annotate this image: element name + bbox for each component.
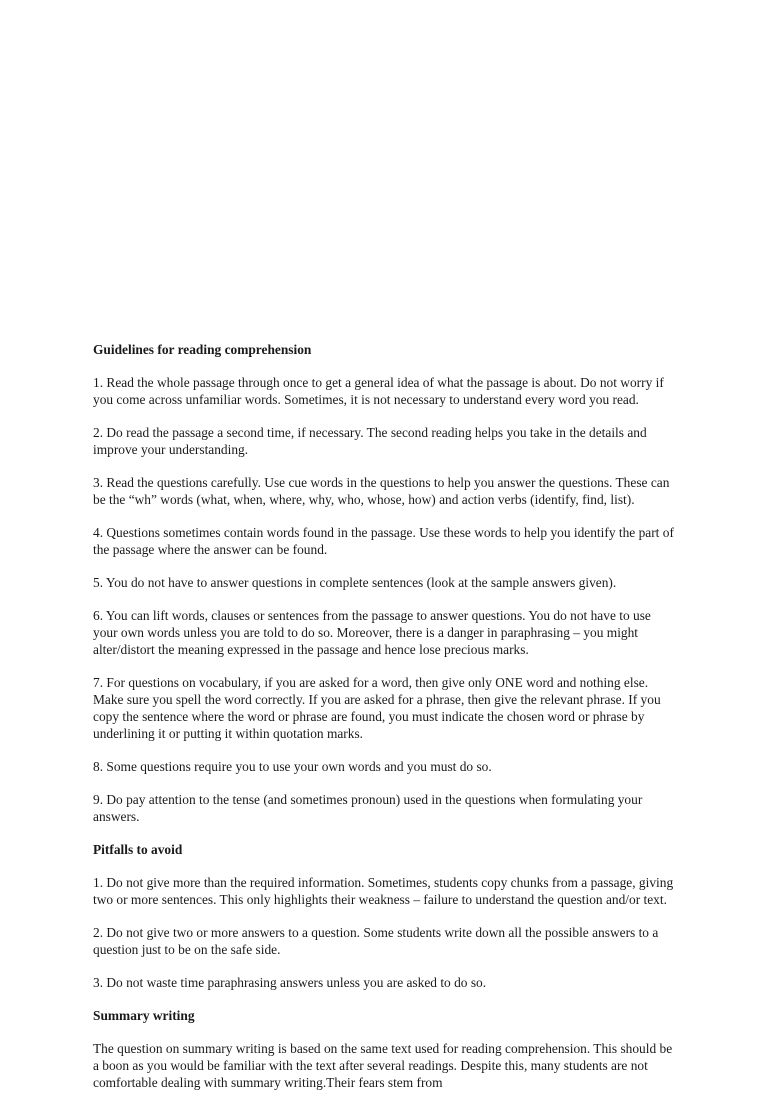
paragraph: The question on summary writing is based on the same text used for reading comprehension. This should be a boon as you would be familiar with the text after several readings. Despite this, many students are not comfortable dealing with summary writing.Their fears stem from (93, 1041, 673, 1090)
section-heading: Guidelines for reading comprehension (93, 342, 312, 357)
paragraph: 1. Do not give more than the required information. Sometimes, students copy chunks from a passage, giving two or more sentences. This only highlights their weakness – failure to understand the question and/or text. (93, 875, 674, 907)
section-summary-writing (93, 1007, 678, 1091)
paragraph: 1. Read the whole passage through once to get a general idea of what the passage is about. Do not worry if you come across unfamiliar words. Sometimes, it is not necessary to understand every word you read. (93, 375, 664, 407)
paragraph: 8. Some questions require you to use your own words and you must do so. (93, 759, 492, 774)
paragraph: 9. Do pay attention to the tense (and sometimes pronoun) used in the questions when formulating your answers. (93, 792, 643, 824)
paragraph: 2. Do not give two or more answers to a question. Some students write down all the possible answers to a question just to be on the safe side. (93, 925, 659, 957)
section-heading: Summary writing (93, 1008, 195, 1023)
paragraph: 5. You do not have to answer questions in complete sentences (look at the sample answers given). (93, 575, 617, 590)
document-page (93, 341, 678, 1107)
paragraph: 4. Questions sometimes contain words found in the passage. Use these words to help you identify the part of the passage where the answer can be found. (93, 525, 674, 557)
section-pitfalls (93, 841, 678, 991)
paragraph: 3. Read the questions carefully. Use cue words in the questions to help you answer the questions. These can be the “wh” words (what, when, where, why, who, whose, how) and action verbs (identify, find, list). (93, 475, 670, 507)
paragraph: 3. Do not waste time paraphrasing answers unless you are asked to do so. (93, 975, 487, 990)
paragraph: 6. You can lift words, clauses or sentences from the passage to answer questions. You do not have to use your own words unless you are told to do so. Moreover, there is a danger in paraphrasing – you might alter/distort the meaning expressed in the passage and hence lose precious marks. (93, 608, 651, 657)
paragraph: 7. For questions on vocabulary, if you are asked for a word, then give only ONE word and nothing else. Make sure you spell the word correctly. If you are asked for a phrase, then give the relevant phrase. If you copy the sentence where the word or phrase are found, you must indicate the chosen word or phrase by underlining it or putting it within quotation marks. (93, 675, 661, 741)
section-heading: Pitfalls to avoid (93, 842, 183, 857)
paragraph: 2. Do read the passage a second time, if necessary. The second reading helps you take in the details and improve your understanding. (93, 425, 647, 457)
section-guidelines (93, 341, 678, 825)
